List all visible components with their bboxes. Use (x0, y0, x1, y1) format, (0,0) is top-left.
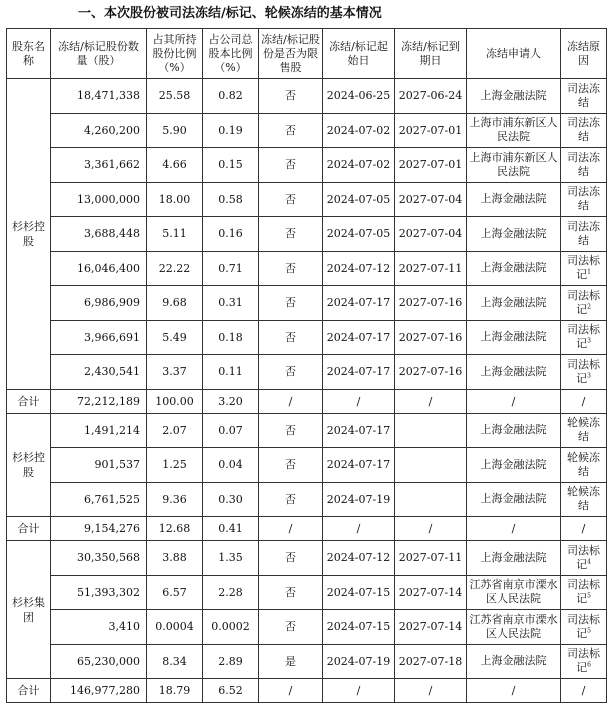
start-date-cell: 2024-07-17 (323, 355, 395, 390)
table-row (7, 217, 607, 252)
total-shares: 9,154,276 (51, 517, 147, 541)
shares-cell: 2,430,541 (51, 355, 147, 390)
col-header-pct-total: 占公司总股本比例（%） (203, 29, 259, 79)
footnote-marker: 6 (587, 661, 591, 669)
reason-text: 司法标记 (567, 578, 600, 606)
total-restricted: / (259, 389, 323, 413)
pct-total-cell: 2.89 (203, 644, 259, 679)
total-pct-total: 6.52 (203, 679, 259, 703)
total-end: / (395, 679, 467, 703)
shares-cell: 1,491,214 (51, 413, 147, 448)
reason-cell (561, 182, 607, 217)
start-date-cell: 2024-07-05 (323, 217, 395, 252)
total-end: / (395, 517, 467, 541)
reason-cell (561, 355, 607, 390)
start-date-cell: 2024-07-19 (323, 644, 395, 679)
reason-text: 司法标记 (567, 323, 600, 351)
total-pct-held: 12.68 (147, 517, 203, 541)
reason-text: 司法标记 (567, 254, 600, 282)
pct-total-cell: 0.18 (203, 320, 259, 355)
table-row (7, 320, 607, 355)
shares-cell: 51,393,302 (51, 575, 147, 610)
table-row (7, 113, 607, 148)
footnote-marker: 1 (587, 268, 591, 276)
pct-total-cell: 0.0002 (203, 610, 259, 645)
restricted-cell: 否 (259, 413, 323, 448)
table-row (7, 251, 607, 286)
pct-total-cell: 0.71 (203, 251, 259, 286)
start-date-cell: 2024-07-17 (323, 413, 395, 448)
applicant-cell: 上海金融法院 (467, 644, 561, 679)
reason-text: 轮候冻结 (567, 450, 600, 478)
table-row (7, 286, 607, 321)
applicant-cell: 上海金融法院 (467, 320, 561, 355)
reason-text: 司法标记 (567, 288, 600, 316)
end-date-cell: 2027-07-14 (395, 575, 467, 610)
table-row (7, 79, 607, 114)
total-shares: 72,212,189 (51, 389, 147, 413)
pct-total-cell: 0.15 (203, 148, 259, 183)
total-applicant: / (467, 679, 561, 703)
restricted-cell: 否 (259, 448, 323, 483)
end-date-cell: 2027-06-24 (395, 79, 467, 114)
pct-held-cell: 2.07 (147, 413, 203, 448)
restricted-cell: 否 (259, 575, 323, 610)
pct-held-cell: 1.25 (147, 448, 203, 483)
reason-text: 司法标记 (567, 647, 600, 675)
pct-held-cell: 4.66 (147, 148, 203, 183)
end-date-cell: 2027-07-04 (395, 217, 467, 252)
restricted-cell: 否 (259, 482, 323, 517)
footnote-marker: 4 (587, 558, 591, 566)
reason-cell (561, 113, 607, 148)
total-applicant: / (467, 517, 561, 541)
applicant-cell: 上海金融法院 (467, 79, 561, 114)
shares-cell: 16,046,400 (51, 251, 147, 286)
start-date-cell: 2024-07-17 (323, 286, 395, 321)
holder-name: 杉杉控股 (7, 413, 51, 517)
end-date-cell: 2027-07-16 (395, 286, 467, 321)
pct-held-cell: 5.11 (147, 217, 203, 252)
total-pct-held: 100.00 (147, 389, 203, 413)
table-row (7, 148, 607, 183)
reason-cell (561, 575, 607, 610)
footnote-marker: 3 (587, 337, 591, 345)
restricted-cell: 否 (259, 148, 323, 183)
holder-name: 杉杉集团 (7, 541, 51, 679)
pct-held-cell: 8.34 (147, 644, 203, 679)
reason-cell (561, 79, 607, 114)
table-row (7, 448, 607, 483)
restricted-cell: 否 (259, 113, 323, 148)
restricted-cell: 否 (259, 320, 323, 355)
end-date-cell (395, 448, 467, 483)
header-row (7, 29, 607, 79)
pct-total-cell: 1.35 (203, 541, 259, 576)
applicant-cell: 上海市浦东新区人民法院 (467, 148, 561, 183)
pct-held-cell: 3.37 (147, 355, 203, 390)
shares-cell: 13,000,000 (51, 182, 147, 217)
pct-held-cell: 9.36 (147, 482, 203, 517)
shares-cell: 4,260,200 (51, 113, 147, 148)
end-date-cell (395, 482, 467, 517)
applicant-cell: 上海金融法院 (467, 541, 561, 576)
reason-cell (561, 251, 607, 286)
start-date-cell: 2024-07-15 (323, 610, 395, 645)
footnote-marker: 2 (587, 303, 591, 311)
applicant-cell: 上海金融法院 (467, 448, 561, 483)
total-start: / (323, 389, 395, 413)
footnote-marker: 3 (587, 372, 591, 380)
total-label: 合计 (7, 389, 51, 413)
pct-total-cell: 0.07 (203, 413, 259, 448)
restricted-cell: 否 (259, 217, 323, 252)
end-date-cell: 2027-07-11 (395, 251, 467, 286)
applicant-cell: 上海金融法院 (467, 251, 561, 286)
holder-name: 杉杉控股 (7, 79, 51, 390)
start-date-cell: 2024-07-05 (323, 182, 395, 217)
shares-cell: 3,361,662 (51, 148, 147, 183)
start-date-cell: 2024-07-12 (323, 541, 395, 576)
pct-held-cell: 9.68 (147, 286, 203, 321)
restricted-cell: 是 (259, 644, 323, 679)
restricted-cell: 否 (259, 541, 323, 576)
restricted-cell: 否 (259, 182, 323, 217)
table-row (7, 355, 607, 390)
applicant-cell: 上海金融法院 (467, 182, 561, 217)
restricted-cell: 否 (259, 286, 323, 321)
pct-held-cell: 0.0004 (147, 610, 203, 645)
reason-cell (561, 482, 607, 517)
reason-text: 司法标记 (567, 543, 600, 571)
col-header-applicant: 冻结申请人 (467, 29, 561, 79)
reason-cell (561, 413, 607, 448)
reason-text: 司法标记 (567, 357, 600, 385)
applicant-cell: 上海金融法院 (467, 355, 561, 390)
reason-text: 轮候冻结 (567, 485, 600, 513)
total-label: 合计 (7, 679, 51, 703)
total-row (7, 517, 607, 541)
pct-total-cell: 0.30 (203, 482, 259, 517)
col-header-holder: 股东名称 (7, 29, 51, 79)
applicant-cell: 上海金融法院 (467, 217, 561, 252)
table-row (7, 182, 607, 217)
pct-total-cell: 0.31 (203, 286, 259, 321)
pct-total-cell: 0.11 (203, 355, 259, 390)
reason-cell (561, 448, 607, 483)
reason-cell (561, 541, 607, 576)
pct-held-cell: 5.90 (147, 113, 203, 148)
total-start: / (323, 679, 395, 703)
pct-held-cell: 3.88 (147, 541, 203, 576)
reason-text: 司法标记 (567, 612, 600, 640)
start-date-cell: 2024-07-12 (323, 251, 395, 286)
pct-held-cell: 18.00 (147, 182, 203, 217)
reason-text: 司法冻结 (567, 219, 600, 247)
start-date-cell: 2024-06-25 (323, 79, 395, 114)
table-row (7, 413, 607, 448)
pct-total-cell: 0.58 (203, 182, 259, 217)
shares-cell: 3,410 (51, 610, 147, 645)
footnote-marker: 5 (587, 627, 591, 635)
total-reason: / (561, 389, 607, 413)
col-header-shares: 冻结/标记股份数量（股） (51, 29, 147, 79)
reason-text: 轮候冻结 (567, 416, 600, 444)
total-pct-total: 3.20 (203, 389, 259, 413)
end-date-cell: 2027-07-01 (395, 148, 467, 183)
total-start: / (323, 517, 395, 541)
start-date-cell: 2024-07-19 (323, 482, 395, 517)
end-date-cell: 2027-07-04 (395, 182, 467, 217)
end-date-cell: 2027-07-11 (395, 541, 467, 576)
freeze-table (6, 28, 607, 703)
shares-cell: 6,761,525 (51, 482, 147, 517)
total-pct-total: 0.41 (203, 517, 259, 541)
total-shares: 146,977,280 (51, 679, 147, 703)
total-end: / (395, 389, 467, 413)
reason-cell (561, 286, 607, 321)
start-date-cell: 2024-07-02 (323, 148, 395, 183)
reason-text: 司法冻结 (567, 185, 600, 213)
end-date-cell: 2027-07-01 (395, 113, 467, 148)
shares-cell: 3,966,691 (51, 320, 147, 355)
reason-text: 司法冻结 (567, 116, 600, 144)
applicant-cell: 上海金融法院 (467, 286, 561, 321)
total-applicant: / (467, 389, 561, 413)
total-row (7, 679, 607, 703)
restricted-cell: 否 (259, 79, 323, 114)
end-date-cell: 2027-07-16 (395, 320, 467, 355)
end-date-cell: 2027-07-14 (395, 610, 467, 645)
applicant-cell: 上海市浦东新区人民法院 (467, 113, 561, 148)
footnote-marker: 5 (587, 592, 591, 600)
end-date-cell: 2027-07-16 (395, 355, 467, 390)
table-row (7, 610, 607, 645)
total-reason: / (561, 679, 607, 703)
table-row (7, 541, 607, 576)
col-header-pct-held: 占其所持股份比例（%） (147, 29, 203, 79)
col-header-reason: 冻结原因 (561, 29, 607, 79)
end-date-cell (395, 413, 467, 448)
pct-held-cell: 6.57 (147, 575, 203, 610)
reason-cell (561, 148, 607, 183)
reason-text: 司法冻结 (567, 81, 600, 109)
pct-total-cell: 2.28 (203, 575, 259, 610)
pct-held-cell: 25.58 (147, 79, 203, 114)
pct-total-cell: 0.82 (203, 79, 259, 114)
applicant-cell: 上海金融法院 (467, 482, 561, 517)
start-date-cell: 2024-07-02 (323, 113, 395, 148)
applicant-cell: 江苏省南京市溧水区人民法院 (467, 610, 561, 645)
table-row (7, 482, 607, 517)
restricted-cell: 否 (259, 610, 323, 645)
reason-cell (561, 610, 607, 645)
total-label: 合计 (7, 517, 51, 541)
start-date-cell: 2024-07-17 (323, 448, 395, 483)
reason-cell (561, 320, 607, 355)
section-title: 一、本次股份被司法冻结/标记、轮候冻结的基本情况 (78, 6, 382, 21)
total-restricted: / (259, 679, 323, 703)
start-date-cell: 2024-07-15 (323, 575, 395, 610)
shares-cell: 6,986,909 (51, 286, 147, 321)
table-row (7, 644, 607, 679)
restricted-cell: 否 (259, 251, 323, 286)
total-reason: / (561, 517, 607, 541)
col-header-restricted: 冻结/标记股份是否为限售股 (259, 29, 323, 79)
pct-held-cell: 5.49 (147, 320, 203, 355)
start-date-cell: 2024-07-17 (323, 320, 395, 355)
applicant-cell: 江苏省南京市溧水区人民法院 (467, 575, 561, 610)
pct-total-cell: 0.16 (203, 217, 259, 252)
col-header-start: 冻结/标记起始日 (323, 29, 395, 79)
end-date-cell: 2027-07-18 (395, 644, 467, 679)
col-header-end: 冻结/标记到期日 (395, 29, 467, 79)
pct-total-cell: 0.19 (203, 113, 259, 148)
applicant-cell: 上海金融法院 (467, 413, 561, 448)
total-row (7, 389, 607, 413)
restricted-cell: 否 (259, 355, 323, 390)
reason-cell (561, 217, 607, 252)
total-pct-held: 18.79 (147, 679, 203, 703)
table-row (7, 575, 607, 610)
shares-cell: 30,350,568 (51, 541, 147, 576)
reason-text: 司法冻结 (567, 150, 600, 178)
total-restricted: / (259, 517, 323, 541)
shares-cell: 65,230,000 (51, 644, 147, 679)
pct-held-cell: 22.22 (147, 251, 203, 286)
shares-cell: 901,537 (51, 448, 147, 483)
shares-cell: 18,471,338 (51, 79, 147, 114)
pct-total-cell: 0.04 (203, 448, 259, 483)
table-body (7, 79, 607, 703)
shares-cell: 3,688,448 (51, 217, 147, 252)
reason-cell (561, 644, 607, 679)
